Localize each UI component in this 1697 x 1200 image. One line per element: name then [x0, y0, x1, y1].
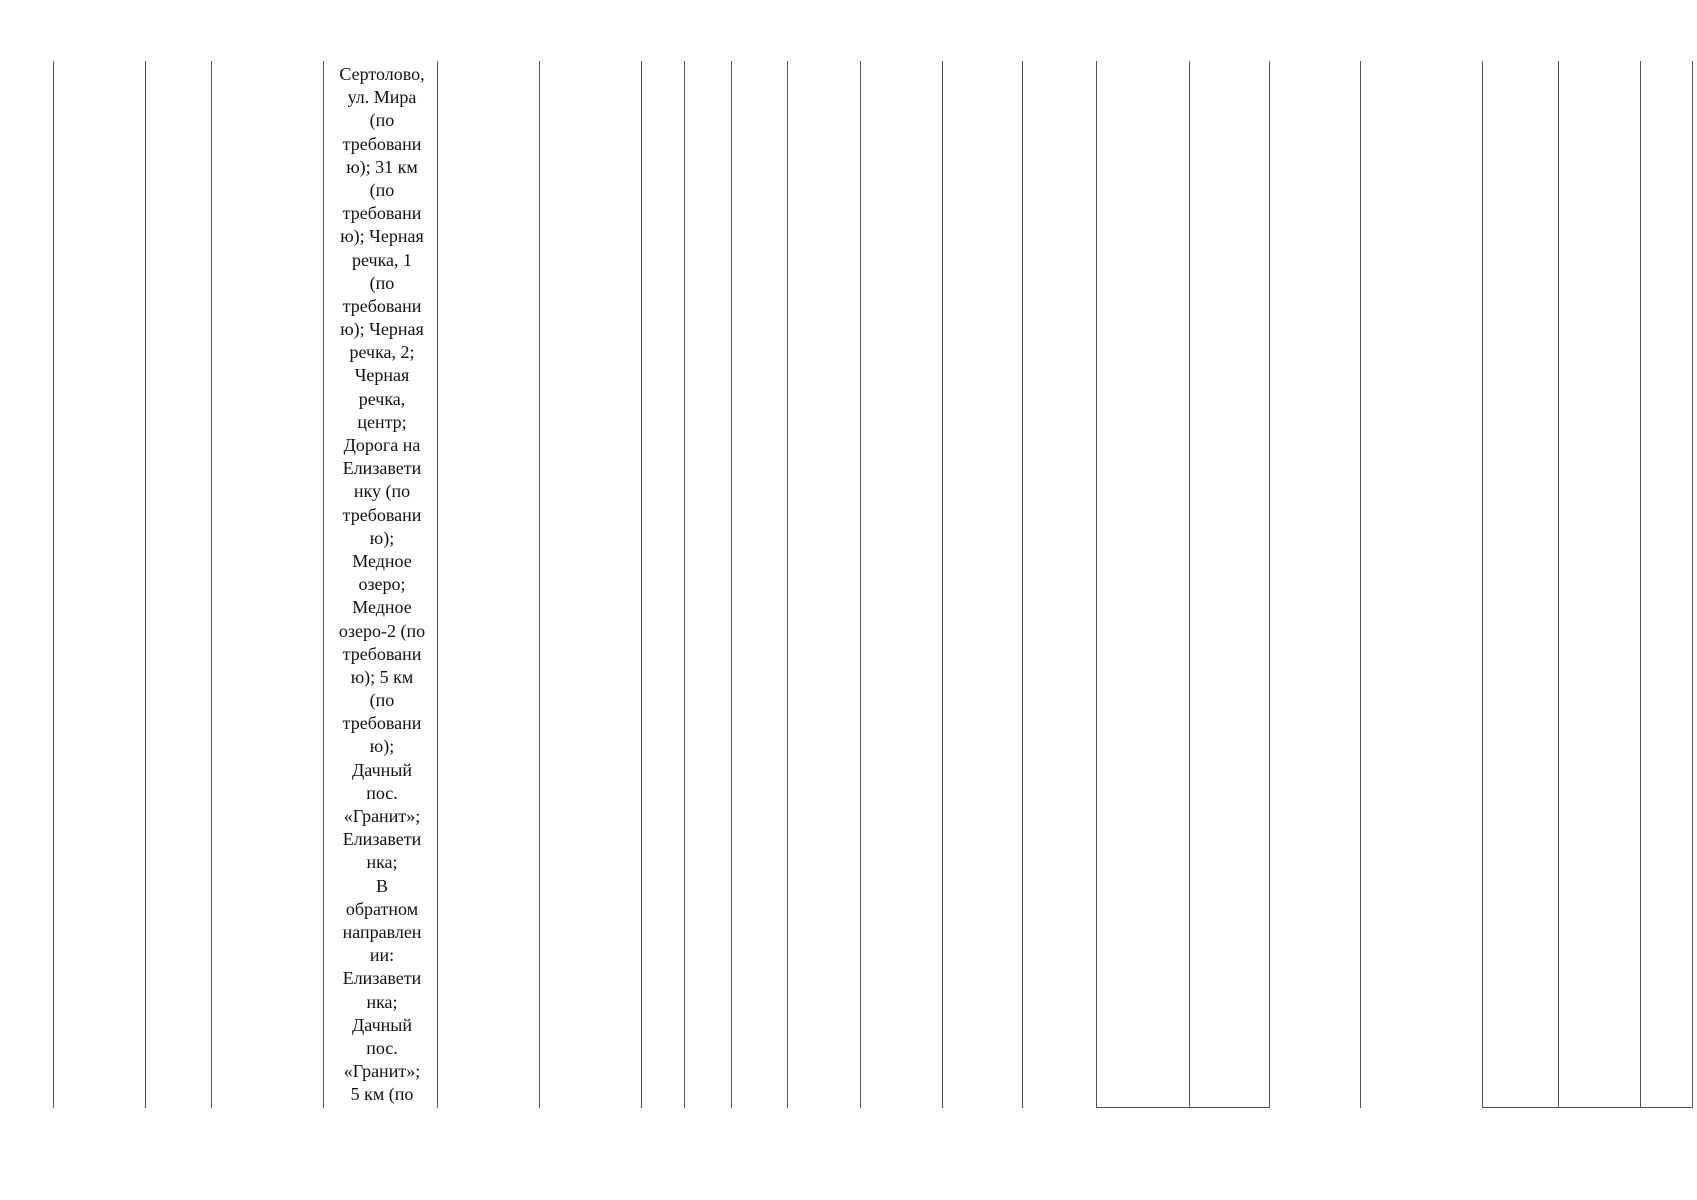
route-stop-line: пос.: [366, 1037, 398, 1058]
column-border: [323, 61, 324, 1108]
route-stop-line: Медное: [352, 597, 412, 618]
route-stop-line: ю); Черная: [340, 319, 424, 340]
route-stop-line: Дачный: [352, 1014, 412, 1035]
column-border: [942, 61, 943, 1108]
route-stop-line: «Гранит»;: [343, 1061, 421, 1082]
column-border: [1482, 61, 1483, 1108]
route-stop-line: ю); 31 км: [346, 156, 418, 177]
route-stop-line: требовани: [342, 713, 422, 734]
route-stop-line: озеро;: [358, 574, 406, 595]
column-border: [539, 61, 540, 1108]
route-stop-line: ии:: [369, 945, 395, 966]
route-stop-line: ул. Мира: [347, 87, 417, 108]
route-stop-line: ю);: [369, 527, 395, 548]
route-stops-cell: [326, 63, 438, 1106]
column-border: [787, 61, 788, 1108]
column-border: [1096, 61, 1097, 1108]
route-stop-line: ю); 5 км: [350, 666, 414, 687]
column-border: [860, 61, 861, 1108]
route-stop-line: речка,: [358, 388, 406, 409]
cell-bottom-border: [1482, 1107, 1693, 1108]
column-border: [211, 61, 212, 1108]
route-stop-line: Елизавети: [342, 458, 422, 479]
route-stop-line: В: [375, 875, 388, 896]
column-border: [1189, 61, 1190, 1108]
column-border: [1269, 61, 1270, 1108]
route-stop-line: требовани: [342, 504, 422, 525]
route-stop-line: (по: [369, 179, 395, 200]
route-stop-line: «Гранит»;: [343, 806, 421, 826]
route-stop-line: Медное: [352, 550, 412, 571]
route-stop-line: нка;: [366, 991, 398, 1012]
column-border: [1360, 61, 1361, 1108]
route-stop-line: Черная: [354, 365, 410, 386]
route-stop-line: направлен: [342, 921, 422, 942]
route-stop-line: 5 км (по: [350, 1084, 414, 1105]
column-border: [731, 61, 732, 1108]
route-stop-line: Дорога на: [343, 435, 421, 455]
column-border: [641, 61, 642, 1108]
route-stop-line: требовани: [342, 203, 422, 224]
route-stop-line: речка, 1: [351, 249, 413, 270]
route-stop-line: (по: [369, 110, 395, 131]
route-stop-line: Елизавети: [342, 829, 422, 850]
route-stop-line: требовани: [342, 295, 422, 316]
route-stop-line: Дачный: [352, 759, 412, 780]
route-stop-line: центр;: [357, 411, 407, 432]
column-border: [1640, 61, 1641, 1108]
route-stop-line: речка, 2;: [349, 342, 415, 363]
column-border: [53, 61, 54, 1108]
column-border: [145, 61, 146, 1108]
column-border: [1558, 61, 1559, 1108]
route-stop-line: Сертолово,: [339, 64, 425, 84]
column-border: [684, 61, 685, 1108]
route-stop-line: нка;: [366, 852, 398, 873]
route-stop-line: ю); Черная: [340, 226, 424, 247]
column-border: [1692, 61, 1693, 1108]
route-stop-line: (по: [369, 272, 395, 293]
cell-bottom-border: [1096, 1107, 1269, 1108]
route-stop-line: (по: [369, 690, 395, 711]
route-stop-line: требовани: [342, 643, 422, 664]
route-stop-line: требовани: [342, 133, 422, 154]
column-border: [1022, 61, 1023, 1108]
route-stop-line: пос.: [366, 782, 398, 803]
route-stop-line: Елизавети: [342, 968, 422, 989]
route-stop-line: ю);: [369, 736, 395, 757]
route-stop-line: обратном: [345, 898, 419, 919]
route-stop-line: нку (по: [353, 481, 411, 502]
route-stop-line: озеро-2 (по: [338, 620, 426, 641]
